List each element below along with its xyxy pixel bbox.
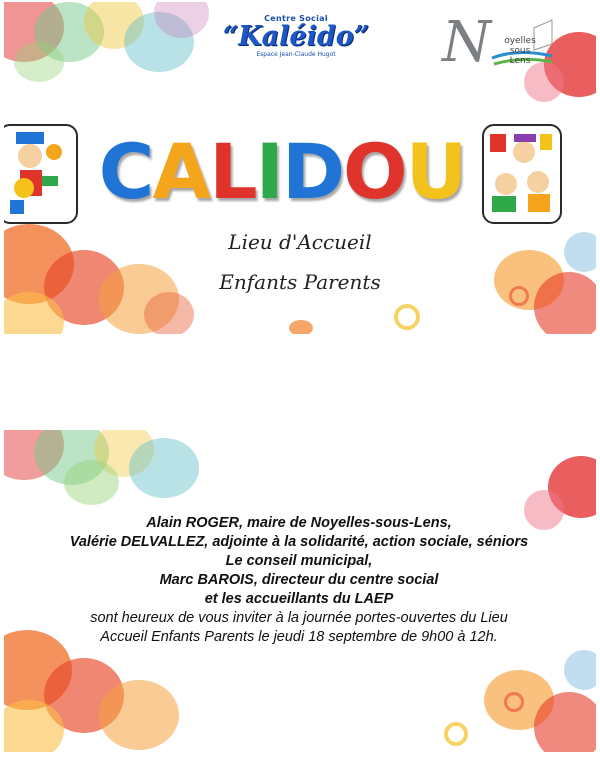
invitation-line-1-rest: maire de Noyelles-sous-Lens,	[242, 515, 452, 531]
children-illustration-icon	[484, 126, 560, 222]
kaleido-logo-subcaption: Espace Jean-Claude Hugot	[256, 51, 336, 58]
invitation-text	[44, 514, 554, 647]
decor-ring	[394, 304, 420, 330]
title-letter: U	[405, 127, 466, 216]
invitation-line-4-rest: directeur du centre social	[257, 572, 439, 588]
decor-ring	[444, 722, 468, 746]
kids-illustration-left	[4, 124, 78, 224]
invitation-line-6: sont heureux de vous inviter à la journée portes-ouvertes du Lieu	[90, 610, 508, 626]
calidou-title	[84, 127, 480, 216]
noyelles-line3: Lens	[509, 56, 531, 66]
title-letter: L	[209, 127, 256, 216]
subtitle-line2: Enfants Parents	[219, 270, 381, 294]
decor-ring	[504, 692, 524, 712]
invitation-line-2-bold: Valérie DELVALLEZ,	[69, 534, 209, 550]
decor-blob	[564, 650, 596, 690]
title-letter: O	[343, 127, 406, 216]
noyelles-logo	[434, 10, 564, 78]
invitation-line-5	[44, 590, 554, 609]
invitation-line-2	[44, 533, 554, 552]
invitation-line-4	[44, 571, 554, 590]
top-card	[4, 2, 596, 334]
invitation-line-4-bold: Marc BAROIS,	[159, 572, 258, 588]
invitation-line-5-bold: et les accueillants du LAEP	[204, 591, 394, 607]
subtitle-line1: Lieu d'Accueil	[228, 230, 372, 254]
title-letter: C	[98, 127, 153, 216]
invitation-line-1	[44, 514, 554, 533]
decor-blob	[14, 42, 64, 82]
bottom-card	[4, 430, 596, 752]
invitation-line-2-rest: adjointe à la solidarité, action sociale, séniors	[208, 534, 529, 550]
kaleido-logo	[216, 14, 376, 72]
noyelles-line1: oyelles	[504, 36, 536, 46]
decor-blob	[289, 320, 313, 334]
kids-illustration-right	[482, 124, 562, 224]
invitation-line-3	[44, 552, 554, 571]
noyelles-line2: sous	[509, 46, 531, 56]
invitation-line-7: Accueil Enfants Parents le jeudi 18 septembre de 9h00 à 12h.	[100, 629, 498, 645]
noyelles-logo-letter: N	[442, 10, 491, 75]
decor-blob	[64, 460, 119, 505]
title-row	[4, 124, 596, 224]
invitation-line-1-bold: Alain ROGER,	[146, 515, 243, 531]
title-letter: I	[255, 127, 282, 216]
title-letter: A	[152, 127, 210, 216]
noyelles-logo-text	[494, 36, 546, 66]
children-illustration-icon	[4, 126, 76, 222]
decor-blob	[144, 292, 194, 334]
invitation-line-3-bold: Le conseil municipal,	[225, 553, 373, 569]
kaleido-logo-name: “Kaléido”	[222, 21, 370, 52]
title-letter: D	[281, 127, 344, 216]
decor-blob	[129, 438, 199, 498]
kaleido-logo-caption: Centre Social	[264, 14, 328, 23]
decor-blob	[99, 680, 179, 750]
